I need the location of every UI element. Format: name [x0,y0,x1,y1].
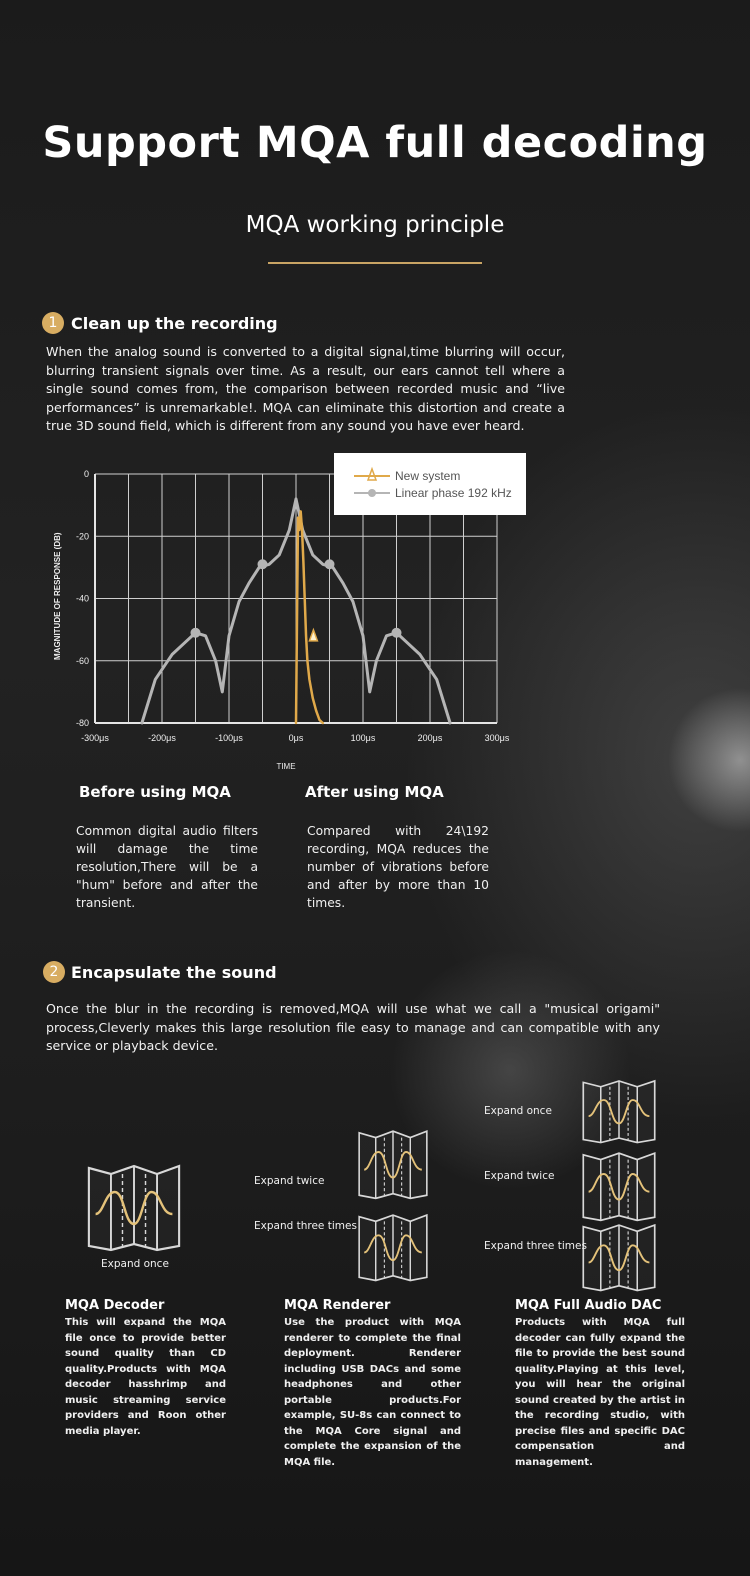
y-axis-label: MAGNITUDE OF RESPONSE (DB) [53,532,62,660]
after-text: Compared with 24\192 recording, MQA reduces the number of vibrations before and after by more than 10 times. [307,824,489,910]
y-tick-label: -20 [75,531,89,542]
x-tick-label: 0μs [288,733,304,743]
section-body: When the analog sound is converted to a digital signal,time blurring will occur, blurring transient signals over time. As a result, our ears cannot tell where a single sound comes from, the comparison between recorded music and “live performances” is unremarkable!. MQA can eliminate this distortion and create a true 3D sound field, which is different from any sound you have ever heard. [46,344,565,433]
section-title: Clean up the recording [71,314,278,333]
marker-linear-phase [325,559,335,569]
label-expand-twice-renderer: Expand twice [254,1175,325,1187]
x-tick-label: 300μs [484,733,510,743]
before-text: Common digital audio filters will damage the time resolution,There will be a "hum" before and after the transient. [76,824,258,910]
y-tick-label: -80 [75,718,89,728]
marker-linear-phase [392,628,402,638]
x-tick-label: -200μs [148,733,176,743]
section-number-badge-2: 2 [43,961,65,983]
x-tick-label: -300μs [81,733,109,743]
label-expand-twice-dac: Expand twice [484,1170,555,1182]
impulse-response-chart [40,448,540,778]
page-title: Support MQA full decoding [42,118,708,168]
section-number-badge: 1 [42,312,64,334]
after-title: After using MQA [305,783,444,801]
label-expand-three-renderer: Expand three times [254,1220,357,1232]
y-tick-label: -60 [75,655,89,666]
y-tick-label: -40 [75,593,89,604]
renderer-fold-twice [357,1128,429,1200]
x-tick-label: -100μs [215,733,243,743]
product-text-renderer: Use the product with MQA renderer to complete the final deployment. Renderer including USB DACs and some headphones and other portable products.For example, SU-8s can connect to the MQA Core signal and complete the expansion of the MQA file. [284,1317,461,1468]
x-tick-label: 100μs [350,733,376,743]
product-text-dac: Products with MQA full decoder can fully expand the file to provide the best sound quality.Playing at this level, you will hear the original sound created by the artist in the recording studio, with precise files and specific DAC compensation and management. [515,1317,685,1468]
x-tick-label: 200μs [417,733,443,743]
chart-legend [334,453,526,515]
dac-fold-once [581,1078,657,1144]
dac-fold-twice [581,1150,657,1222]
product-title-renderer: MQA Renderer [284,1298,391,1313]
label-expand-three-dac: Expand three times [484,1240,587,1252]
legend-new-system: New system [395,469,461,483]
marker-linear-phase [191,628,201,638]
section-body-2: Once the blur in the recording is removed,MQA will use what we call a "musical origami" process,Cleverly makes this large resolution file easy to manage and can compatible with any service or playback device. [46,1001,660,1053]
label-expand-once-dac: Expand once [484,1105,552,1117]
x-axis-label: TIME [276,762,296,771]
legend-box [334,453,526,515]
product-text-decoder: This will expand the MQA file once to provide better sound quality than CD quality.Products with MQA decoder hasshrimp and music streaming service providers and Roon other media player. [65,1317,226,1437]
section-title-2: Encapsulate the sound [71,963,277,982]
label-expand-once-decoder: Expand once [101,1258,169,1270]
marker-new-system [309,630,317,641]
title-divider [268,262,482,264]
legend-linear-phase: Linear phase 192 kHz [395,486,512,500]
renderer-fold-three [357,1212,429,1282]
decoder-fold [86,1162,182,1252]
dac-fold-three [581,1222,657,1292]
product-title-decoder: MQA Decoder [65,1298,165,1313]
page-subtitle: MQA working principle [245,212,505,238]
y-tick-label: 0 [83,469,89,479]
before-title: Before using MQA [79,783,231,801]
product-title-dac: MQA Full Audio DAC [515,1298,662,1313]
marker-linear-phase [258,559,268,569]
